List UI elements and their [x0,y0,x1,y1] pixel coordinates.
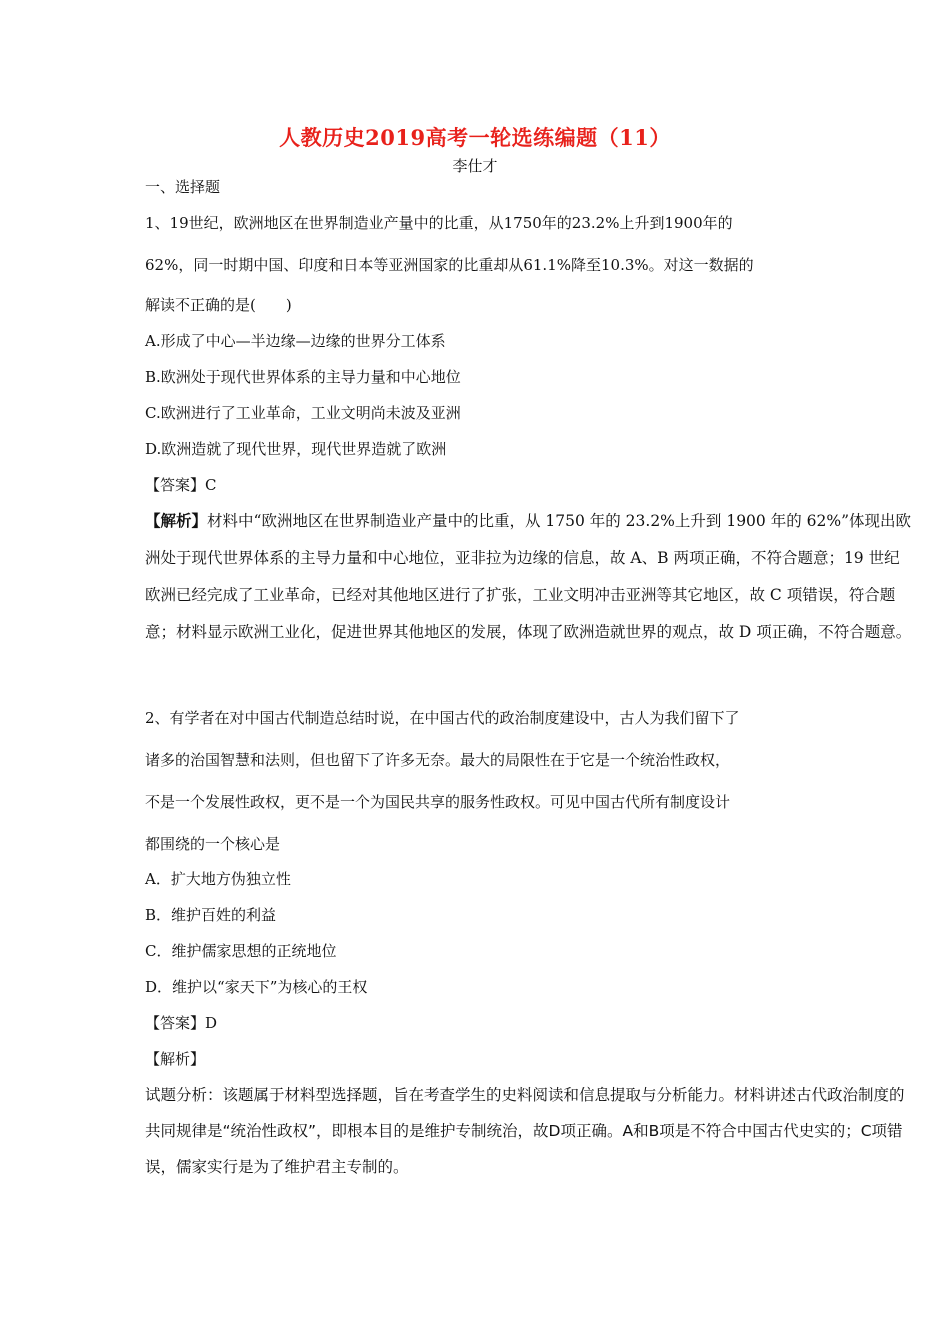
q1-option-d: D.欧洲造就了现代世界，现代世界造就了欧洲 [145,440,447,458]
q1-stem-line-2: 62%，同一时期中国、印度和日本等亚洲国家的比重却从61.1%降至10.3%。对这一数据的 [145,256,754,274]
q1-stem-line-1: 1、19世纪，欧洲地区在世界制造业产量中的比重，从1750年的23.2%上升到1900年的 [145,214,733,232]
q2-stem-line-4: 都围绕的一个核心是 [145,835,281,853]
q2-stem-line-1: 2、有学者在对中国古代制造总结时说，在中国古代的政治制度建设中，古人为我们留下了 [145,709,740,727]
q2-option-d: D．维护以“家天下”为核心的王权 [145,978,368,996]
q2-option-b: B．维护百姓的利益 [145,906,277,924]
section-heading: 一、选择题 [145,178,221,196]
q1-stem-line-3: 解读不正确的是( ) [145,296,292,314]
q2-analysis-label: 【解析】 [145,1050,206,1068]
document-title: 人教历史2019高考一轮选练编题（11） [279,125,671,150]
q1-option-a: A.形成了中心—半边缘—边缘的世界分工体系 [145,332,446,350]
q2-analysis-body: 试题分析：该题属于材料型选择题，旨在考查学生的史料阅读和信息提取与分析能力。材料讲述古代政治制度的共同规律是“统治性政权”，即根本目的是维护专制统治，故D项正确。A和B项是不符合中国古代史实的；C项错误，儒家实行是为了维护君主专制的。 [145,1086,905,1176]
document-author: 李仕才 [452,157,498,175]
q1-answer: 【答案】C [145,476,217,494]
q1-option-b: B.欧洲处于现代世界体系的主导力量和中心地位 [145,368,461,386]
q2-answer: 【答案】D [145,1014,218,1032]
q1-analysis-body: 材料中“欧洲地区在世界制造业产量中的比重，从 1750 年的 23.2%上升到 1900 年的 62%”体现出欧洲处于现代世界体系的主导力量和中心地位，亚非拉为边缘的信息，故 A、B 两项正确，不符合题意；19 世纪欧洲已经完成了工业革命，已经对其他地区进行了扩张，工业文明冲击亚洲等其它地区，故 C 项错误，符合题意；材料显示欧洲工业化，促进世界其他地区的发展，体现了欧洲造就世界的观点，故 D 项正确，不符合题意。 [145,512,912,641]
q1-option-c: C.欧洲进行了工业革命，工业文明尚未波及亚洲 [145,404,461,422]
q1-analysis-label: 【解析】 [145,511,208,530]
q1-analysis [145,502,915,651]
q2-option-c: C．维护儒家思想的正统地位 [145,942,337,960]
q2-stem-line-3: 不是一个发展性政权，更不是一个为国民共享的服务性政权。可见中国古代所有制度设计 [145,793,731,811]
q2-option-a: A．扩大地方伪独立性 [145,870,291,888]
q2-stem-line-2: 诸多的治国智慧和法则，但也留下了许多无奈。最大的局限性在于它是一个统治性政权， [145,751,731,769]
